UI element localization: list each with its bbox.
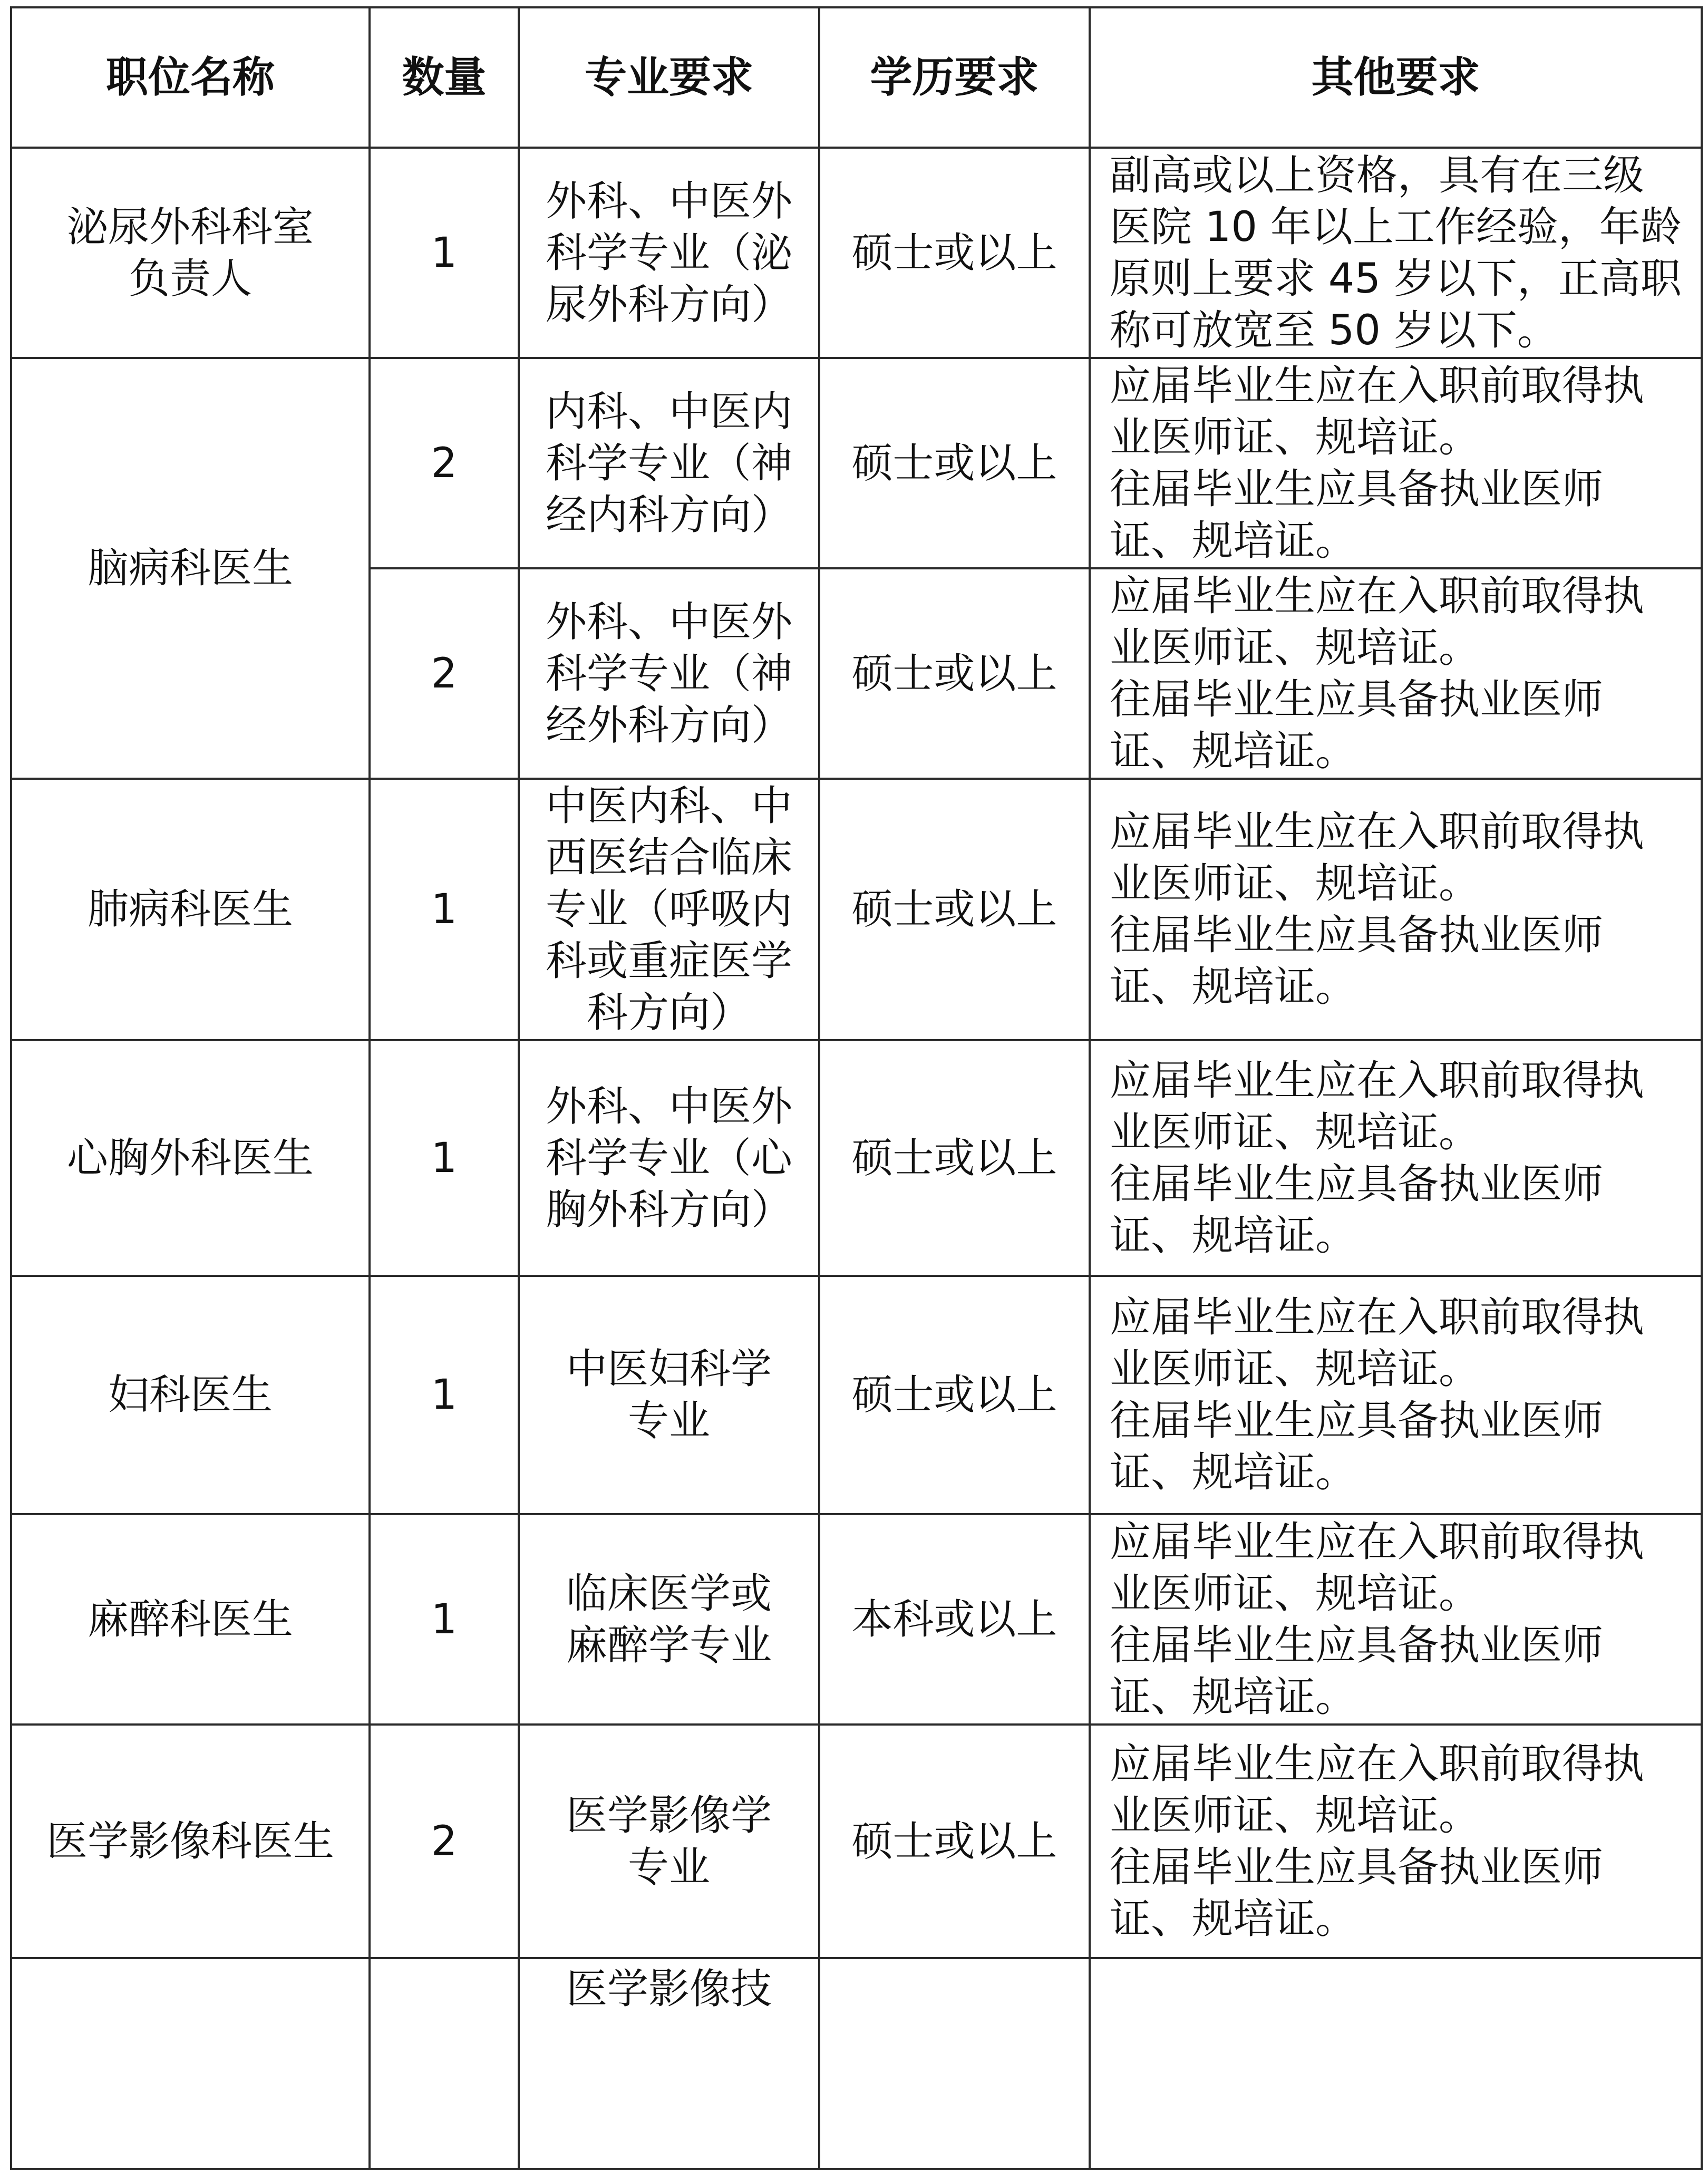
other-requirement-line: 副高或以上资格，具有在三级医院 10 年以上工作经验，年龄原则上要求 45 岁以下，正高职称可放宽至 50 岁以下。 [1110,151,1682,354]
position-name-cell: 医学影像科医生 [11,1725,370,1958]
job-requirements-table [10,6,1703,2170]
other-requirement-line: 往届毕业生应具备执业医师证、规培证。 [1110,1160,1604,1260]
table-row [11,779,1702,1040]
other-requirement-line: 应届毕业生应在入职前取得执业医师证、规培证。 [1110,572,1645,672]
count-cell: 1 [370,148,519,358]
count-cell: 2 [370,1725,519,1958]
position-name-cell: 泌尿外科科室负责人 [11,148,370,358]
count-cell: 2 [370,568,519,779]
other-requirement-line: 应届毕业生应在入职前取得执业医师证、规培证。 [1110,1740,1645,1839]
education-cell: 硕士或以上 [819,1276,1090,1514]
education-cell: 硕士或以上 [819,568,1090,779]
other-requirements-cell [1090,1040,1702,1276]
other-requirements-cell [1090,1276,1702,1514]
other-requirements-cell [1090,358,1702,568]
position-name-cell: 肺病科医生 [11,779,370,1040]
other-requirement-line: 应届毕业生应在入职前取得执业医师证、规培证。 [1110,1057,1645,1156]
position-name-cell: 心胸外科医生 [11,1040,370,1276]
table-row [11,358,1702,568]
count-cell: 2 [370,358,519,568]
count-cell: 1 [370,1276,519,1514]
header-position-name: 职位名称 [11,7,370,148]
major-cell: 内科、中医内科学专业（神经内科方向） [519,358,819,568]
education-cell: 硕士或以上 [819,148,1090,358]
table-row-partial [11,1958,1702,2169]
header-count: 数量 [370,7,519,148]
position-name-cell: 脑病科医生 [11,358,370,779]
count-cell [370,1958,519,2169]
table-row [11,1040,1702,1276]
other-requirement-line: 往届毕业生应具备执业医师证、规培证。 [1110,465,1604,565]
table-row [11,1725,1702,1958]
table-header-row [11,7,1702,148]
education-cell: 硕士或以上 [819,1040,1090,1276]
education-cell: 硕士或以上 [819,358,1090,568]
position-name-cell: 妇科医生 [11,1276,370,1514]
other-requirement-line: 往届毕业生应具备执业医师证、规培证。 [1110,1843,1604,1943]
major-cell: 医学影像技 [519,1958,819,2169]
count-cell: 1 [370,1514,519,1725]
table-row [11,148,1702,358]
major-cell: 外科、中医外科学专业（心胸外科方向） [519,1040,819,1276]
position-name-cell: 麻醉科医生 [11,1514,370,1725]
other-requirement-line: 应届毕业生应在入职前取得执业医师证、规培证。 [1110,1518,1645,1617]
other-requirement-line: 往届毕业生应具备执业医师证、规培证。 [1110,1397,1604,1496]
other-requirement-line: 往届毕业生应具备执业医师证、规培证。 [1110,912,1604,1011]
count-cell: 1 [370,779,519,1040]
major-cell: 中医妇科学专业 [519,1276,819,1514]
other-requirement-line: 应届毕业生应在入职前取得执业医师证、规培证。 [1110,808,1645,907]
other-requirement-line: 往届毕业生应具备执业医师证、规培证。 [1110,675,1604,775]
header-other: 其他要求 [1090,7,1702,148]
other-requirements-cell [1090,568,1702,779]
education-cell [819,1958,1090,2169]
other-requirements-cell [1090,779,1702,1040]
major-cell: 医学影像学专业 [519,1725,819,1958]
table-row [11,1514,1702,1725]
position-name-cell [11,1958,370,2169]
other-requirement-line: 应届毕业生应在入职前取得执业医师证、规培证。 [1110,362,1645,461]
other-requirement-line: 往届毕业生应具备执业医师证、规培证。 [1110,1621,1604,1721]
other-requirement-line: 应届毕业生应在入职前取得执业医师证、规培证。 [1110,1294,1645,1393]
major-cell: 外科、中医外科学专业（神经外科方向） [519,568,819,779]
header-major: 专业要求 [519,7,819,148]
education-cell: 硕士或以上 [819,779,1090,1040]
other-requirements-cell [1090,148,1702,358]
major-cell: 临床医学或麻醉学专业 [519,1514,819,1725]
education-cell: 本科或以上 [819,1514,1090,1725]
major-cell: 外科、中医外科学专业（泌尿外科方向） [519,148,819,358]
other-requirements-cell [1090,1958,1702,2169]
header-education: 学历要求 [819,7,1090,148]
education-cell: 硕士或以上 [819,1725,1090,1958]
other-requirements-cell [1090,1514,1702,1725]
table-row [11,1276,1702,1514]
major-cell: 中医内科、中西医结合临床专业（呼吸内科或重症医学科方向） [519,779,819,1040]
other-requirements-cell [1090,1725,1702,1958]
count-cell: 1 [370,1040,519,1276]
